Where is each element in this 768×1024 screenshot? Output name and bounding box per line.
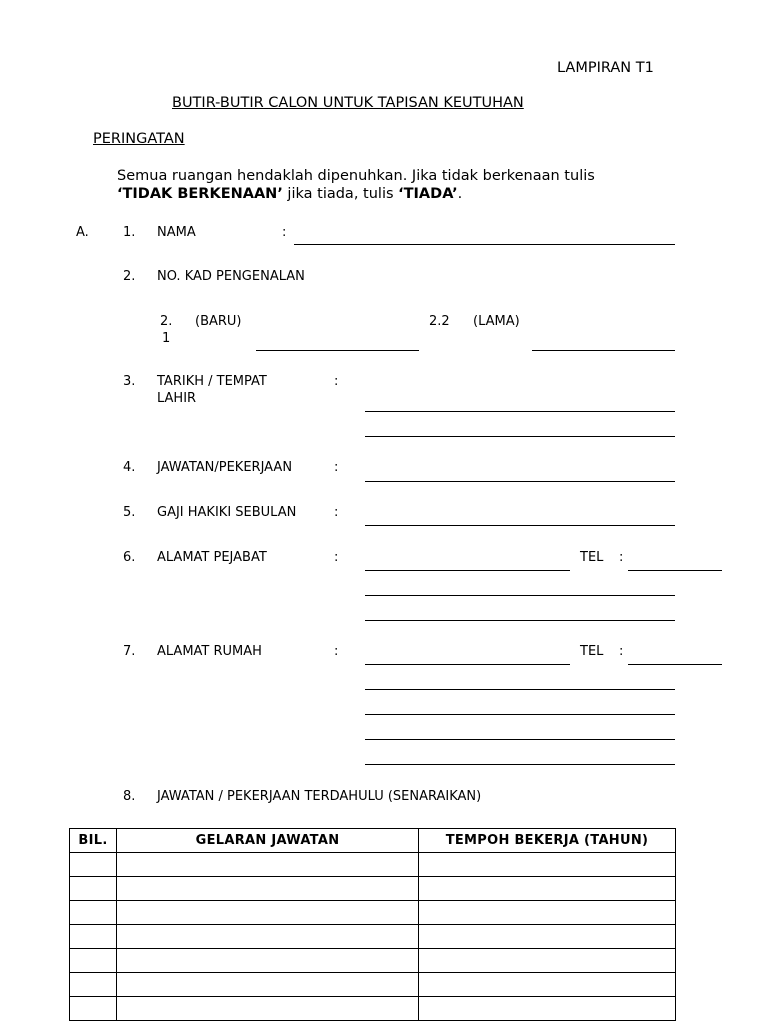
- table-row: [70, 949, 676, 973]
- bil-cell[interactable]: [70, 853, 117, 877]
- home-tel-colon: :: [619, 644, 624, 659]
- field-3-number: 3.: [123, 374, 136, 389]
- home-tel-input-line[interactable]: [628, 664, 722, 665]
- table-row: [70, 853, 676, 877]
- bil-cell[interactable]: [70, 949, 117, 973]
- header-duration: TEMPOH BEKERJA (TAHUN): [419, 829, 676, 853]
- table-row: [70, 973, 676, 997]
- birth-input-line-1[interactable]: [365, 411, 675, 412]
- field-8-number: 8.: [123, 789, 136, 804]
- field-8-label: JAWATAN / PEKERJAAN TERDAHULU (SENARAIKAN): [157, 789, 482, 804]
- field-2-number: 2.: [123, 269, 136, 284]
- job-title-cell[interactable]: [117, 925, 419, 949]
- bil-cell[interactable]: [70, 877, 117, 901]
- field-3-label-line-2: LAHIR: [157, 391, 197, 406]
- field-6-number: 6.: [123, 550, 136, 565]
- field-1-number: 1.: [123, 225, 136, 240]
- home-address-input-line-3[interactable]: [365, 714, 675, 715]
- field-2-2-label: (LAMA): [473, 314, 520, 329]
- table-row: [70, 925, 676, 949]
- instruction-bold-none: ‘TIADA’: [398, 186, 458, 202]
- field-2-2-number: 2.2: [429, 314, 450, 329]
- birth-input-line-2[interactable]: [365, 436, 675, 437]
- table-header-row: [70, 829, 676, 853]
- position-input-line[interactable]: [365, 481, 675, 482]
- field-5-colon: :: [334, 505, 339, 520]
- section-letter: A.: [76, 225, 89, 240]
- home-address-input-line-5[interactable]: [365, 764, 675, 765]
- job-title-cell[interactable]: [117, 901, 419, 925]
- field-2-1-label: (BARU): [195, 314, 242, 329]
- office-address-input-line-1[interactable]: [365, 570, 570, 571]
- field-1-label: NAMA: [157, 225, 196, 240]
- bil-cell[interactable]: [70, 925, 117, 949]
- job-title-cell[interactable]: [117, 973, 419, 997]
- home-address-input-line-1[interactable]: [365, 664, 570, 665]
- field-7-number: 7.: [123, 644, 136, 659]
- office-tel-input-line[interactable]: [628, 570, 722, 571]
- previous-jobs-table: [69, 828, 676, 1021]
- field-2-1-number-b: 1: [162, 331, 171, 346]
- field-5-label: GAJI HAKIKI SEBULAN: [157, 505, 297, 520]
- field-7-colon: :: [334, 644, 339, 659]
- duration-cell[interactable]: [419, 901, 676, 925]
- table-row: [70, 901, 676, 925]
- office-address-input-line-3[interactable]: [365, 620, 675, 621]
- field-7-label: ALAMAT RUMAH: [157, 644, 262, 659]
- table-row: [70, 877, 676, 901]
- bil-cell[interactable]: [70, 973, 117, 997]
- warning-heading: PERINGATAN: [93, 131, 185, 147]
- duration-cell[interactable]: [419, 949, 676, 973]
- field-4-colon: :: [334, 460, 339, 475]
- appendix-label: LAMPIRAN T1: [557, 60, 654, 76]
- field-2-1-number-a: 2.: [160, 314, 173, 329]
- office-tel-colon: :: [619, 550, 624, 565]
- home-address-input-line-2[interactable]: [365, 689, 675, 690]
- job-title-cell[interactable]: [117, 997, 419, 1021]
- field-5-number: 5.: [123, 505, 136, 520]
- job-title-cell[interactable]: [117, 877, 419, 901]
- duration-cell[interactable]: [419, 973, 676, 997]
- home-tel-label: TEL: [580, 644, 604, 659]
- header-job-title: GELARAN JAWATAN: [117, 829, 419, 853]
- instruction-line-1: Semua ruangan hendaklah dipenuhkan. Jika tidak berkenaan tulis: [117, 168, 595, 184]
- bil-cell[interactable]: [70, 901, 117, 925]
- home-address-input-line-4[interactable]: [365, 739, 675, 740]
- field-6-colon: :: [334, 550, 339, 565]
- job-title-cell[interactable]: [117, 853, 419, 877]
- duration-cell[interactable]: [419, 853, 676, 877]
- instruction-mid-text: jika tiada, tulis: [282, 186, 399, 202]
- office-address-input-line-2[interactable]: [365, 595, 675, 596]
- duration-cell[interactable]: [419, 925, 676, 949]
- salary-input-line[interactable]: [365, 525, 675, 526]
- instruction-line-2: [117, 185, 462, 203]
- office-tel-label: TEL: [580, 550, 604, 565]
- field-4-label: JAWATAN/PEKERJAAN: [157, 460, 293, 475]
- form-title: BUTIR-BUTIR CALON UNTUK TAPISAN KEUTUHAN: [172, 95, 524, 111]
- bil-cell[interactable]: [70, 997, 117, 1021]
- table-row: [70, 997, 676, 1021]
- field-3-colon: :: [334, 374, 339, 389]
- duration-cell[interactable]: [419, 877, 676, 901]
- field-3-label-line-1: TARIKH / TEMPAT: [157, 374, 267, 389]
- field-4-number: 4.: [123, 460, 136, 475]
- duration-cell[interactable]: [419, 997, 676, 1021]
- instruction-bold-not-applicable: ‘TIDAK BERKENAAN’: [117, 186, 283, 202]
- field-6-label: ALAMAT PEJABAT: [157, 550, 267, 565]
- field-2-label: NO. KAD PENGENALAN: [157, 269, 305, 284]
- job-title-cell[interactable]: [117, 949, 419, 973]
- ic-old-input-line[interactable]: [532, 350, 675, 351]
- header-bil: BIL.: [70, 829, 117, 853]
- ic-new-input-line[interactable]: [256, 350, 419, 351]
- nama-input-line[interactable]: [294, 244, 675, 245]
- instruction-end: .: [457, 186, 463, 202]
- field-1-colon: :: [282, 225, 287, 240]
